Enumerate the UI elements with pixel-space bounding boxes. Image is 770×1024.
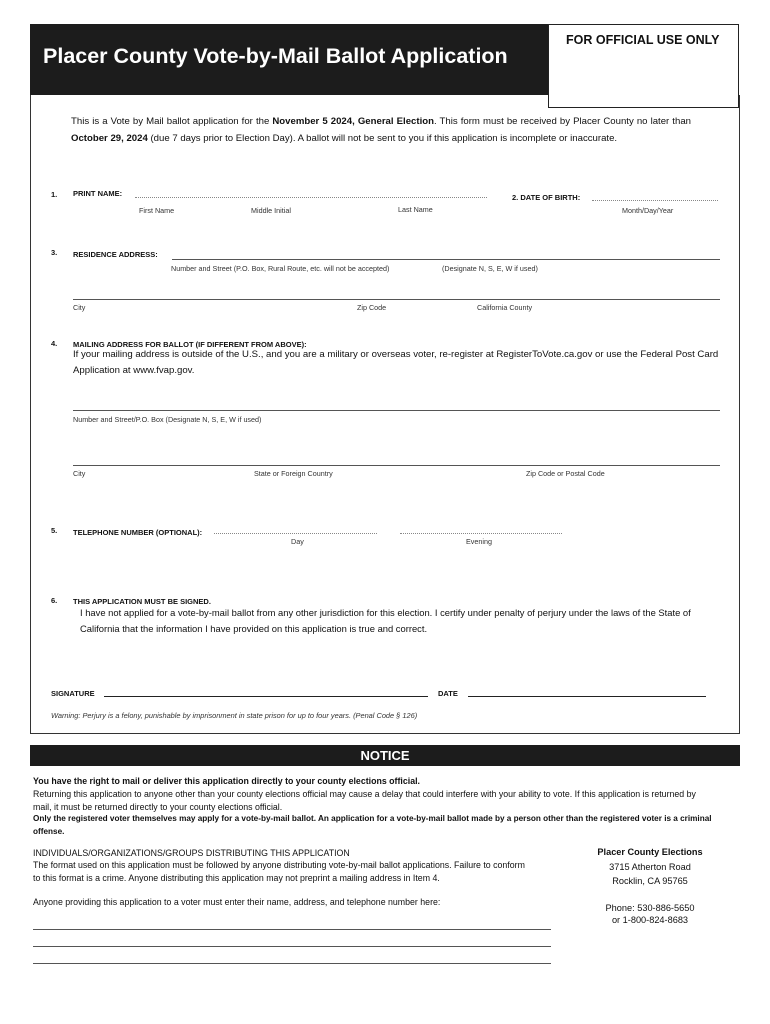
- date-of-birth-label: 2. DATE OF BIRTH:: [512, 193, 581, 202]
- must-be-signed-label: THIS APPLICATION MUST BE SIGNED.: [73, 597, 211, 606]
- residence-direction-hint: (Designate N, S, E, W if used): [442, 264, 538, 273]
- item-1-number: 1.: [51, 190, 58, 199]
- residence-county-hint: California County: [477, 303, 533, 312]
- office-phone: Phone: 530-886-5650: [605, 902, 695, 913]
- page-title: Placer County Vote-by-Mail Ballot Application: [43, 44, 508, 68]
- residence-city-hint: City: [73, 303, 86, 312]
- mailing-zip-hint: Zip Code or Postal Code: [526, 469, 605, 478]
- mailing-street-field[interactable]: [73, 410, 720, 411]
- notice-right-to-mail: You have the right to mail or deliver this application directly to your county elections official.: [33, 776, 420, 786]
- office-city: Rocklin, CA 95765: [612, 876, 688, 886]
- residence-address-label: RESIDENCE ADDRESS:: [73, 250, 158, 259]
- mailing-city-field[interactable]: [73, 465, 720, 466]
- item-5-number: 5.: [51, 526, 58, 535]
- date-of-birth-hint: Month/Day/Year: [622, 206, 674, 215]
- office-phone-alt: or 1-800-824-8683: [611, 915, 689, 925]
- last-name-hint: Last Name: [398, 205, 433, 214]
- mailing-address-instructions: If your mailing address is outside of the U.S., and you are a military or overseas voter, re-register at RegisterToVote.ca.gov or use the Federal Post Card Application at www.fvap.gov.: [73, 349, 719, 376]
- residence-city-field[interactable]: [73, 299, 720, 300]
- office-name: Placer County Elections: [597, 847, 703, 857]
- signature-label: SIGNATURE: [51, 689, 95, 698]
- providing-text: Anyone providing this application to a voter must enter their name, address, and telephone number here:: [33, 897, 441, 907]
- item-4-number: 4.: [51, 339, 58, 348]
- telephone-evening-hint: Evening: [466, 537, 492, 546]
- residence-street-field[interactable]: [172, 259, 720, 260]
- print-name-field[interactable]: [135, 197, 487, 198]
- perjury-warning: Warning: Perjury is a felony, punishable by imprisonment in state prison for up to four years. (Penal Code § 126): [51, 711, 418, 720]
- item-6-number: 6.: [51, 596, 58, 605]
- signature-date-label: DATE: [438, 689, 458, 698]
- intro-paragraph: This is a Vote by Mail ballot application for the November 5 2024, General Election. This form must be received by Placer County no later than October 29, 2024 (due 7 days prior to Election Day). A ballot will not be sent to you if this application is incomplete or inaccurate.: [71, 116, 691, 144]
- distributor-name-field[interactable]: [33, 929, 551, 930]
- distributor-address-field[interactable]: [33, 946, 551, 947]
- mailing-street-hint: Number and Street/P.O. Box (Designate N, S, E, W if used): [73, 415, 262, 424]
- date-of-birth-field[interactable]: [592, 200, 718, 201]
- mailing-state-hint: State or Foreign Country: [254, 469, 333, 478]
- notice-only-voter: Only the registered voter themselves may apply for a vote-by-mail ballot. An application for a vote-by-mail ballot made by a person other than the registered voter is a criminal offense.: [33, 814, 712, 836]
- office-street: 3715 Atherton Road: [609, 861, 691, 872]
- telephone-label: TELEPHONE NUMBER (OPTIONAL):: [73, 528, 203, 537]
- telephone-day-hint: Day: [291, 537, 304, 546]
- election-name: November 5 2024, General Election: [272, 116, 434, 127]
- print-name-label: PRINT NAME:: [73, 189, 123, 198]
- item-3-number: 3.: [51, 248, 58, 257]
- signature-date-field[interactable]: [468, 696, 706, 697]
- residence-zip-hint: Zip Code: [357, 303, 387, 312]
- mailing-address-label: MAILING ADDRESS FOR BALLOT (IF DIFFERENT FROM ABOVE):: [73, 340, 307, 349]
- first-name-hint: First Name: [139, 206, 175, 215]
- groups-heading: INDIVIDUALS/ORGANIZATIONS/GROUPS DISTRIBUTING THIS APPLICATION: [33, 848, 350, 858]
- notice-returning: Returning this application to anyone other than your county elections official may cause a delay that could interfere with your ability to vote. If this application is returned by mail, it must be returned directly to your county elections official.: [33, 789, 696, 812]
- notice-title: NOTICE: [360, 748, 410, 763]
- telephone-evening-field[interactable]: [400, 533, 562, 534]
- deadline-date: October 29, 2024: [71, 133, 148, 144]
- telephone-day-field[interactable]: [214, 533, 377, 534]
- groups-text: The format used on this application must be followed by anyone distributing vote-by-mail ballot applications. Failure to conform to this format is a crime. Anyone distributing this application may not preprint a mailing address in Item 4.: [33, 860, 525, 883]
- residence-street-hint: Number and Street (P.O. Box, Rural Route, etc. will not be accepted): [171, 264, 390, 273]
- distributor-phone-field[interactable]: [33, 963, 551, 964]
- certification-text: I have not applied for a vote-by-mail ballot from any other jurisdiction for this election. I certify under penalty of perjury under the laws of the State of California that the information I have provided on this application is true and correct.: [80, 607, 691, 634]
- elections-office-contact: [575, 846, 725, 927]
- middle-initial-hint: Middle Initial: [251, 206, 291, 215]
- official-use-label: FOR OFFICIAL USE ONLY: [566, 33, 720, 47]
- signature-field[interactable]: [104, 696, 428, 697]
- mailing-city-hint: City: [73, 469, 86, 478]
